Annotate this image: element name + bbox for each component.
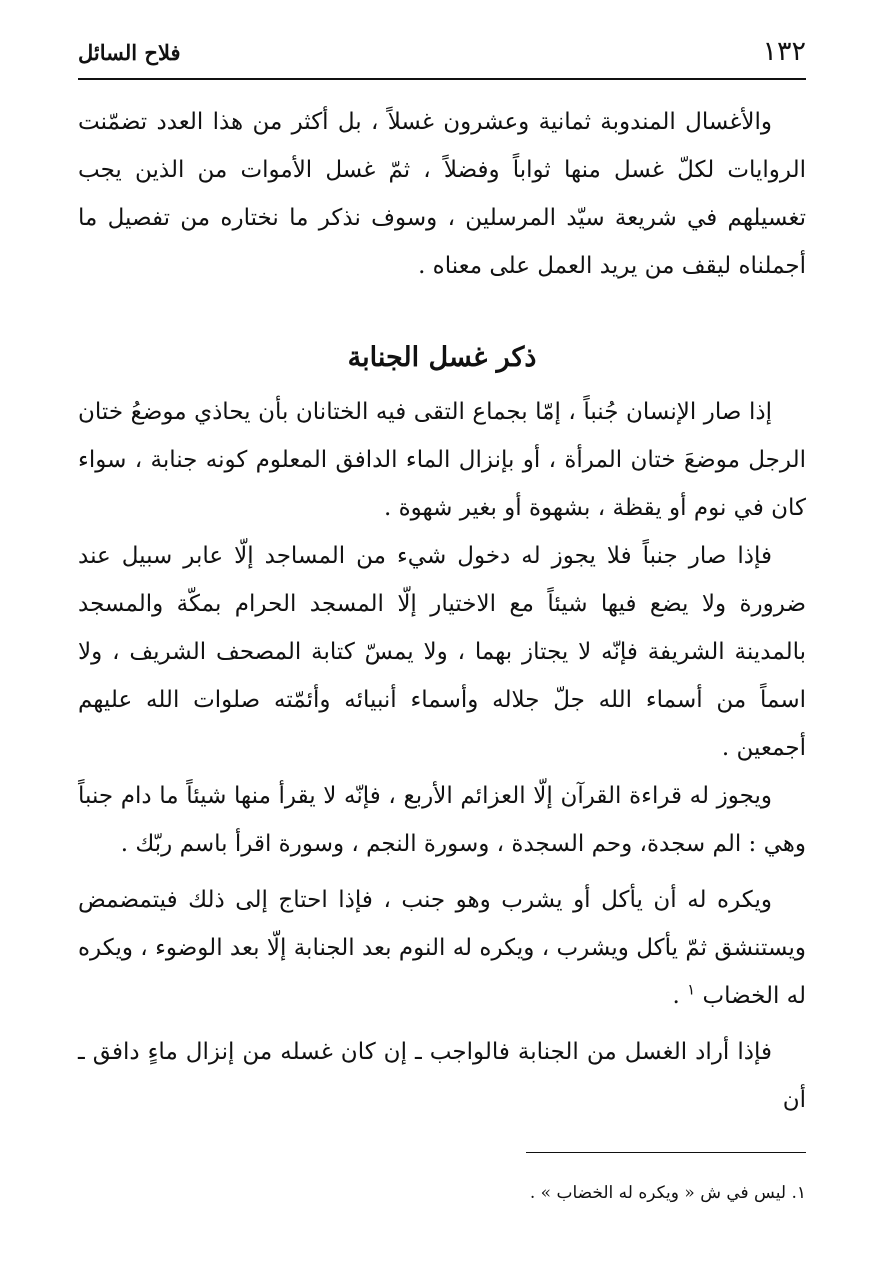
paragraph-text: ويكره له أن يأكل أو يشرب وهو جنب ، فإذا احتاج إلى ذلك فيتمضمض ويستنشق ثمّ يأكل ويشرب ، ويكره له النوم بعد الجنابة إلّا بعد الوضوء ، ويكره له الخضاب <box>78 887 806 1009</box>
paragraph: إذا صار الإنسان جُنباً ، إمّا بجماع التقى فيه الختانان بأن يحاذي موضعُ ختان الرجل موضعَ ختان المرأة ، أو بإنزال الماء الدافق المعلوم كونه جنابة ، سواء كان في نوم أو يقظة ، بشهوة أو بغير شهوة . <box>78 399 806 521</box>
paragraph: فإذا صار جنباً فلا يجوز له دخول شيء من المساجد إلّا عابر سبيل عند ضرورة ولا يضع فيها شيئاً مع الاختيار إلّا المسجد الحرام بمكّة والمسجد بالمدينة الشريفة فإنّه لا يجتاز بهما ، ولا يمسّ كتابة المصحف الشريف ، ولا اسماً من أسماء الله جلّ جلاله وأسماء أنبيائه وأئمّته صلوات الله عليهم أجمعين . <box>78 543 806 761</box>
paragraph: ويجوز له قراءة القرآن إلّا العزائم الأربع ، فإنّه لا يقرأ منها شيئاً ما دام جنباً وهي : الم سجدة، وحم السجدة ، وسورة النجم ، وسورة اقرأ باسم ربّك . <box>78 783 806 857</box>
paragraph-end: . <box>672 983 688 1009</box>
footnote-reference[interactable]: ١ <box>687 980 696 999</box>
header-rule <box>78 78 806 80</box>
paragraph: والأغسال المندوبة ثمانية وعشرون غسلاً ، بل أكثر من هذا العدد تضمّنت الروايات لكلّ غسل منها ثواباً وفضلاً ، ثمّ غسل الأموات من الذين يجب تغسيلهم في شريعة سيّد المرسلين ، وسوف نذكر ما نختاره من تفصيل ما أجملناه ليقف من يريد العمل على معناه . <box>78 109 806 279</box>
footnote-rule <box>526 1152 806 1153</box>
page-number: ١٣٢ <box>762 36 806 67</box>
running-title: فلاح السائل <box>78 40 181 65</box>
footnote: ١. ليس في ش « ويكره له الخضاب » . <box>529 1183 806 1203</box>
main-text <box>78 98 806 1124</box>
paragraph <box>78 876 806 1020</box>
section-heading: ذكر غسل الجنابة <box>347 342 537 373</box>
paragraph: فإذا أراد الغسل من الجنابة فالواجب ـ إن كان غسله من إنزال ماءٍ دافق ـ أن <box>78 1039 806 1113</box>
running-header <box>78 34 806 78</box>
